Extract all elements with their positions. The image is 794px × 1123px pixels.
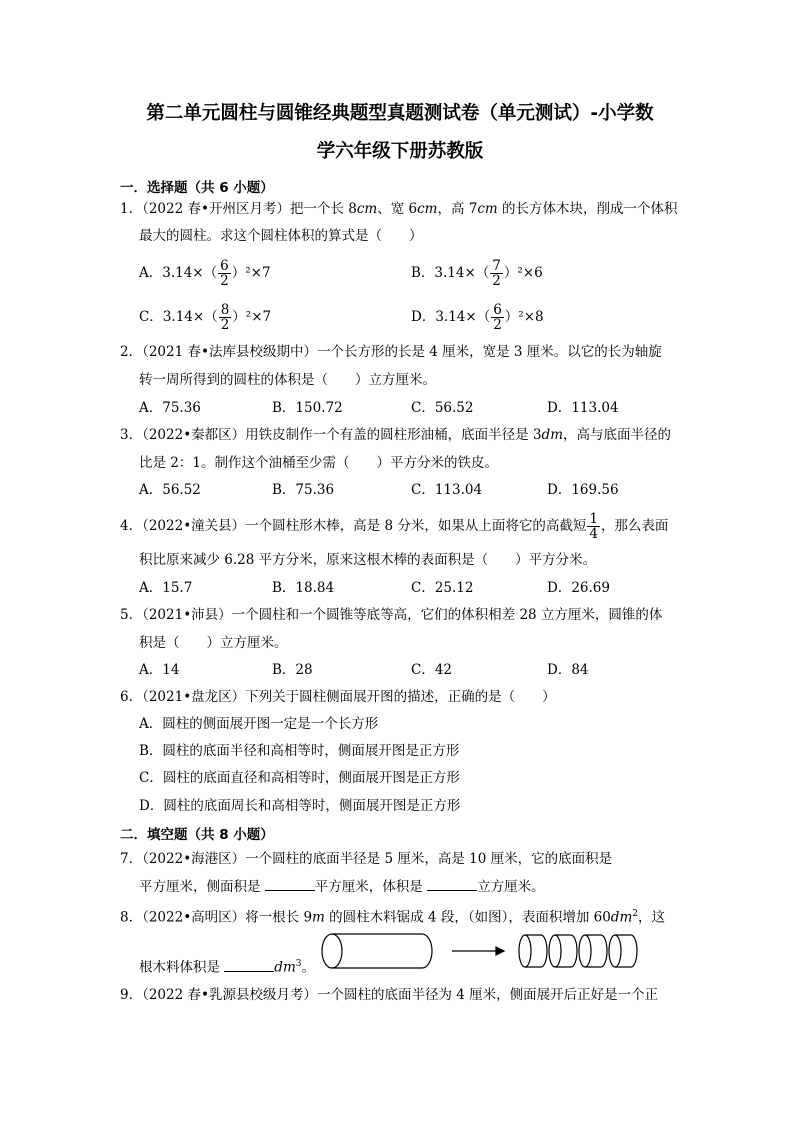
question-6: 6．（2021•盘龙区）下列关于圆柱侧面展开图的描述，正确的是（ ）	[120, 689, 556, 705]
q5-option-c: C．42	[411, 662, 453, 678]
q6-option-d: D．圆柱的底面周长和高相等时，侧面展开图是正方形	[139, 798, 461, 814]
question-8-cont: 根木料体积是 $dm^3$。	[139, 959, 315, 976]
q3-option-c: C．113.04	[411, 482, 483, 498]
q4-option-d: D．26.69	[547, 580, 610, 596]
q6-option-b: B．圆柱的底面半径和高相等时，侧面展开图是正方形	[139, 743, 460, 759]
q2-option-c: C．56.52	[411, 400, 474, 416]
question-2: 2．（2021 春•法库县校级期中）一个长方形的长是 4 厘米，宽是 3 厘米。以它的长为轴旋	[120, 344, 662, 360]
section-fill-heading: 二．填空题（共 8 小题）	[120, 827, 274, 843]
question-4-cont: 积比原来减少 6.28 平方分米，原来这根木棒的表面积是（ ）平方分米。	[139, 552, 597, 568]
q3-option-a: A．56.52	[139, 482, 201, 498]
q6-option-a: A．圆柱的侧面展开图一定是一个长方形	[139, 716, 379, 732]
q5-option-a: A．14	[139, 662, 180, 678]
whole-cylinder	[322, 934, 432, 968]
q3-option-d: D．169.56	[547, 482, 619, 498]
q1-option-b: B．3.14×（ $\frac{7}{2}$ ）²×6	[411, 258, 543, 289]
question-2-cont: 转一周所得到的圆柱的体积是（ ）立方厘米。	[139, 372, 436, 388]
q2-option-a: A．75.36	[139, 400, 201, 416]
question-1: 1．（2022 春•开州区月考）把一个长 8cm、宽 6cm，高 7cm 的长方体木块，削成一个体积	[120, 201, 678, 217]
q2-option-d: D．113.04	[547, 400, 619, 416]
q4-option-a: A．15.7	[139, 580, 193, 596]
question-5: 5．（2021•沛县）一个圆柱和一个圆锥等底等高，它们的体积相差 28 立方厘米，圆锥的体	[120, 607, 663, 623]
question-3-cont: 比是 2：1。制作这个油桶至少需（ ）平方分米的铁皮。	[139, 455, 498, 471]
q4-option-c: C．25.12	[411, 580, 474, 596]
question-1-cont: 最大的圆柱。求这个圆柱体积的算式是（ ）	[139, 228, 423, 244]
q5-option-b: B．28	[272, 662, 313, 678]
question-8: 8．（2022•高明区）将一根长 9m 的圆柱木料锯成 4 段，（如图），表面积增加 $60dm^2$，这	[120, 909, 665, 926]
q3-option-b: B．75.36	[272, 482, 335, 498]
q4-option-b: B．18.84	[272, 580, 335, 596]
q1-option-a: A．3.14×（ $\frac{6}{2}$ ）²×7	[139, 258, 271, 289]
question-3: 3．（2022•秦都区）用铁皮制作一个有盖的圆柱形油桶，底面半径是 3dm，高与底面半径的	[120, 427, 671, 443]
question-5-cont: 积是（ ）立方厘米。	[139, 635, 288, 651]
answer-blank[interactable]	[224, 958, 274, 972]
q1-option-c: C．3.14×（ $\frac{8}{2}$ ）²×7	[139, 302, 272, 333]
answer-blank[interactable]	[265, 877, 315, 891]
q2-option-b: B．150.72	[272, 400, 343, 416]
question-7: 7．（2022•海港区）一个圆柱的底面半径是 5 厘米，高是 10 厘米，它的底面积是	[120, 851, 613, 867]
answer-blank[interactable]	[427, 877, 477, 891]
q6-option-c: C．圆柱的底面直径和高相等时，侧面展开图是正方形	[139, 770, 460, 786]
q1-option-d: D．3.14×（ $\frac{6}{2}$ ）²×8	[411, 302, 544, 333]
four-cylinder-pieces	[519, 935, 637, 967]
arrow-icon	[452, 947, 504, 955]
section-choice-heading: 一．选择题（共 6 小题）	[120, 180, 274, 196]
title-line-2: 学六年级下册苏教版	[316, 141, 484, 162]
question-7-cont: 平方厘米，侧面积是 平方厘米，体积是 立方厘米。	[139, 879, 545, 895]
cylinder-cut-figure	[312, 930, 642, 974]
title-line-1: 第二单元圆柱与圆锥经典题型真题测试卷（单元测试）-小学数	[146, 103, 654, 124]
q5-option-d: D．84	[547, 662, 589, 678]
question-4: 4．（2022•潼关县）一个圆柱形木棒，高是 8 分米，如果从上面将它的高截短 $\frac{1}{4}$ ，那么表面	[120, 511, 669, 542]
question-9: 9．（2022 春•乳源县校级月考）一个圆柱的底面半径为 4 厘米，侧面展开后正好是一个正	[120, 987, 659, 1003]
